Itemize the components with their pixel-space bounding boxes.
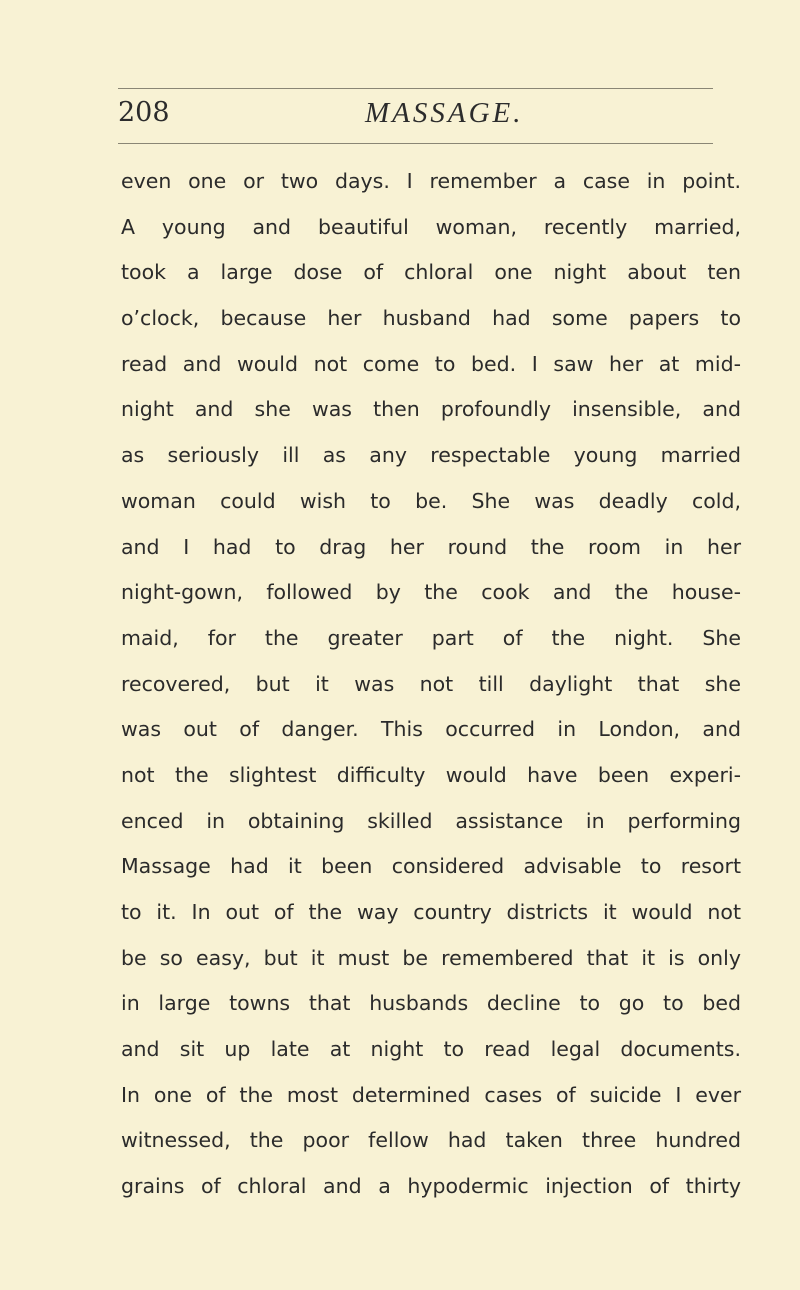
- text-line: o’clock, because her husband had some papers to: [121, 306, 741, 331]
- text-line: In one of the most determined cases of suicide I ever: [121, 1082, 741, 1107]
- text-line: and sit up late at night to read legal documents.: [121, 1037, 741, 1062]
- text-line: as seriously ill as any respectable young married: [121, 443, 741, 468]
- running-head: [118, 91, 713, 135]
- body-text: [121, 159, 741, 1210]
- text-line: recovered, but it was not till daylight that she: [121, 671, 741, 696]
- text-line: read and would not come to bed. I saw her at mid-: [121, 351, 741, 376]
- text-line: night and she was then profoundly insensible, and: [121, 397, 741, 422]
- text-line: not the slightest difficulty would have been experi-: [121, 762, 741, 787]
- text-line: Massage had it been considered advisable to resort: [121, 854, 741, 879]
- text-line: grains of chloral and a hypodermic injection of thirty: [121, 1174, 741, 1199]
- text-line: be so easy, but it must be remembered that it is only: [121, 945, 741, 970]
- text-line: and I had to drag her round the room in her: [121, 534, 741, 559]
- text-line: took a large dose of chloral one night about ten: [121, 260, 741, 285]
- header-rule-top: [118, 88, 713, 89]
- text-line: to it. In out of the way country districts it would not: [121, 900, 741, 924]
- header-rule-bottom: [118, 143, 713, 144]
- text-line: A young and beautiful woman, recently married,: [121, 214, 741, 239]
- text-line: enced in obtaining skilled assistance in performing: [121, 808, 741, 833]
- text-line: maid, for the greater part of the night. She: [121, 625, 741, 650]
- text-line: even one or two days. I remember a case in point.: [121, 169, 741, 193]
- text-line: woman could wish to be. She was deadly cold,: [121, 488, 741, 513]
- page-number: 208: [118, 97, 170, 128]
- running-title: MASSAGE.: [365, 97, 524, 129]
- text-line: night-gown, followed by the cook and the house-: [121, 580, 741, 605]
- text-line: was out of danger. This occurred in London, and: [121, 717, 741, 742]
- text-line: in large towns that husbands decline to go to bed: [121, 991, 741, 1016]
- text-line: witnessed, the poor fellow had taken three hundred: [121, 1128, 741, 1153]
